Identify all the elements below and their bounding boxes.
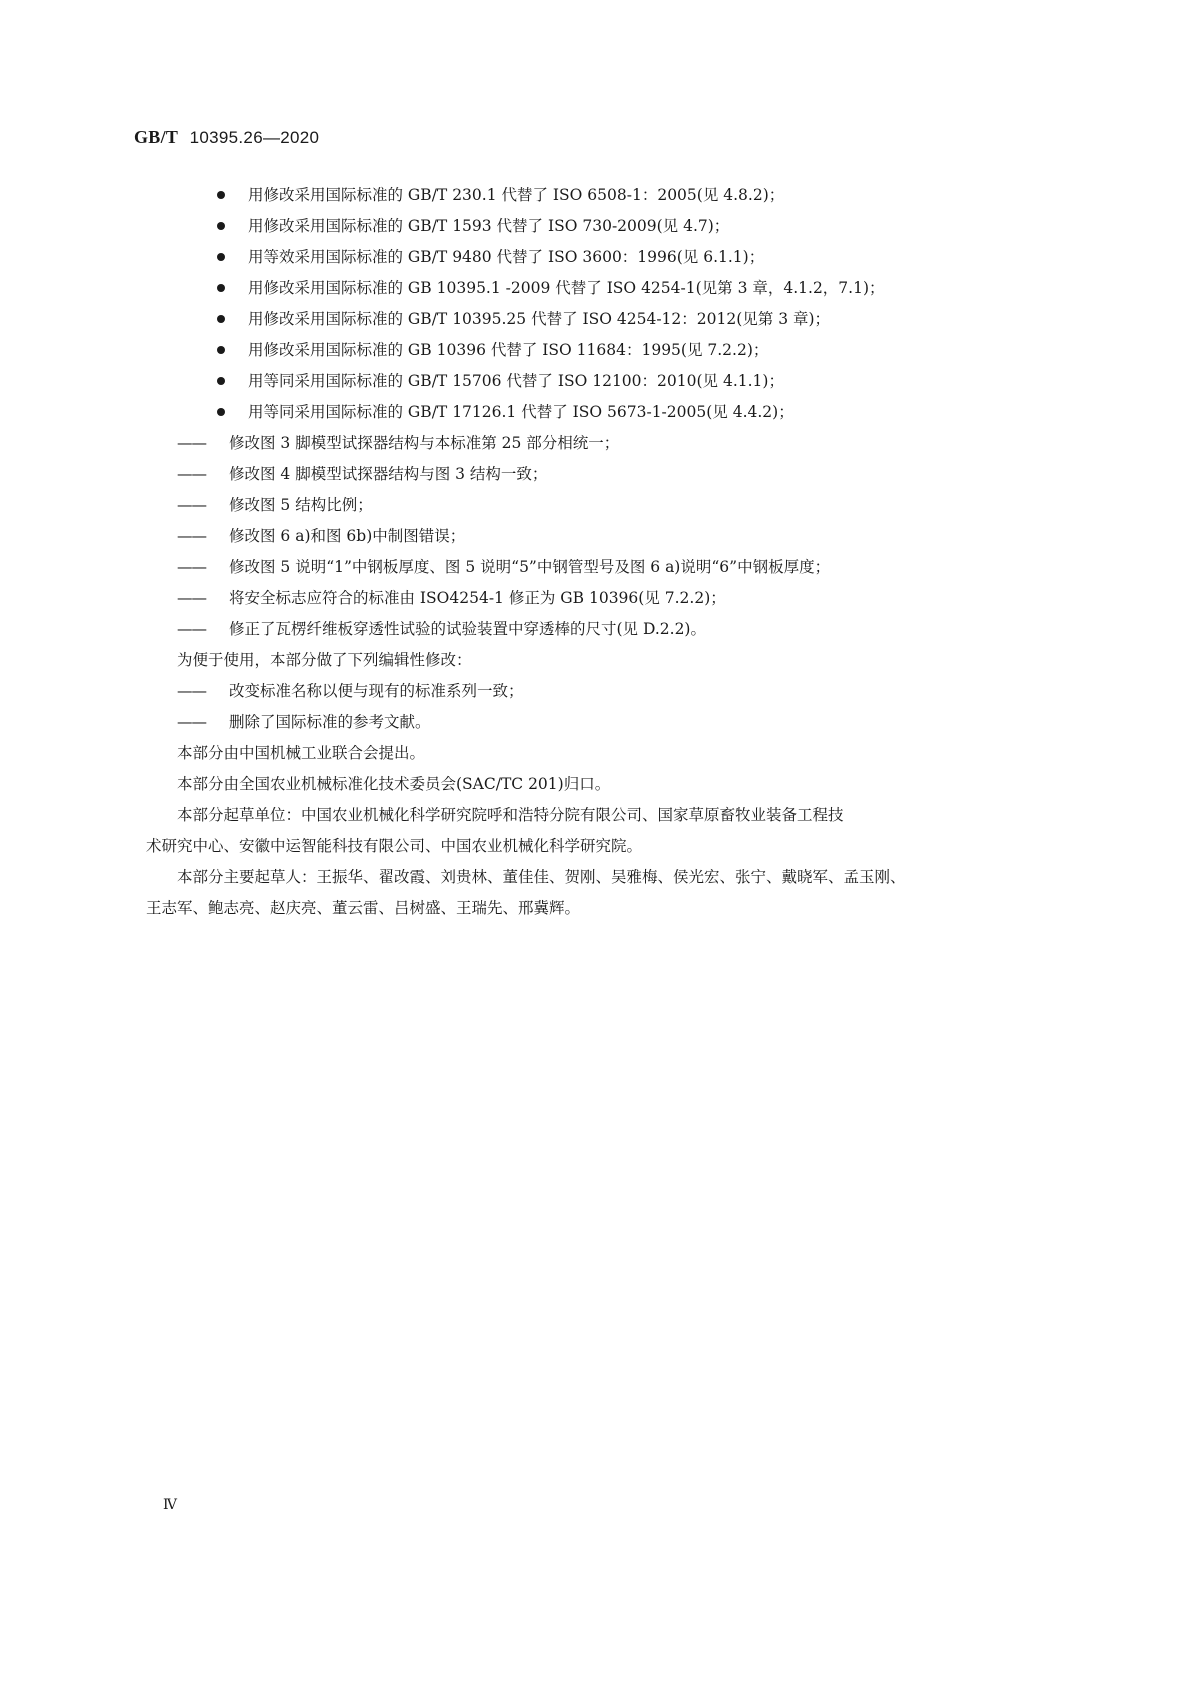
editorial-intro: 为便于使用，本部分做了下列编辑性修改： xyxy=(177,651,472,669)
dash-marker: —— xyxy=(177,620,206,638)
dash-marker: —— xyxy=(177,713,206,731)
list-item: —— 改变标准名称以便与现有的标准系列一致； xyxy=(177,676,1077,707)
drafters-line-1: 本部分主要起草人：王振华、翟改霞、刘贵林、董佳佳、贺刚、吴雅梅、侯光宏、张宁、戴晓军、孟玉刚、 xyxy=(177,868,906,886)
list-item: 用修改采用国际标准的 GB/T 10395.25 代替了 ISO 4254-12：2012(见第 3 章)； xyxy=(217,304,1077,335)
editorial-changes-list xyxy=(177,676,1077,738)
drafting-units-paragraph xyxy=(146,800,1067,862)
dash-marker: —— xyxy=(177,465,206,483)
bullet-icon xyxy=(217,253,225,261)
dash-marker: —— xyxy=(177,434,206,452)
proposed-by-paragraph: 本部分由中国机械工业联合会提出。 xyxy=(177,744,426,762)
dash-marker: —— xyxy=(177,558,206,576)
list-item: 用修改采用国际标准的 GB/T 230.1 代替了 ISO 6508-1：2005(见 4.8.2)； xyxy=(217,180,1077,211)
bullet-icon xyxy=(217,408,225,416)
standard-code-header xyxy=(134,127,319,148)
dash-marker: —— xyxy=(177,527,206,545)
bullet-icon xyxy=(217,377,225,385)
bullet-icon xyxy=(217,284,225,292)
list-item: —— 修改图 6 a)和图 6b)中制图错误； xyxy=(177,521,1077,552)
list-item: 用修改采用国际标准的 GB 10396 代替了 ISO 11684：1995(见 7.2.2)； xyxy=(217,335,1077,366)
list-item: 用修改采用国际标准的 GB/T 1593 代替了 ISO 730-2009(见 4.7)； xyxy=(217,211,1077,242)
drafting-units-line-1: 本部分起草单位：中国农业机械化科学研究院呼和浩特分院有限公司、国家草原畜牧业装备工程技 xyxy=(177,806,844,824)
list-item: —— 将安全标志应符合的标准由 ISO4254-1 修正为 GB 10396(见 7.2.2)； xyxy=(177,583,1077,614)
standard-code-number: 10395.26—2020 xyxy=(189,128,320,147)
list-item: 用修改采用国际标准的 GB 10395.1 -2009 代替了 ISO 4254-1(见第 3 章，4.1.2，7.1)； xyxy=(217,273,1077,304)
list-item: —— 修改图 5 结构比例； xyxy=(177,490,1077,521)
dash-marker: —— xyxy=(177,496,206,514)
replaced-standards-list xyxy=(177,180,1077,428)
drafters-paragraph xyxy=(146,862,1067,924)
page-number: Ⅳ xyxy=(163,1498,177,1513)
bullet-icon xyxy=(217,191,225,199)
technical-changes-list xyxy=(177,428,1077,645)
list-item: 用等同采用国际标准的 GB/T 17126.1 代替了 ISO 5673-1-2005(见 4.4.2)； xyxy=(217,397,1077,428)
standard-code-prefix: GB/T xyxy=(134,127,179,147)
list-item: —— 修改图 4 脚模型试探器结构与图 3 结构一致； xyxy=(177,459,1077,490)
list-item: 用等同采用国际标准的 GB/T 15706 代替了 ISO 12100：2010(见 4.1.1)； xyxy=(217,366,1077,397)
drafters-line-2: 王志军、鲍志亮、赵庆亮、董云雷、吕树盛、王瑞先、邢冀辉。 xyxy=(146,899,581,917)
foreword-body xyxy=(146,180,1077,924)
bullet-icon xyxy=(217,346,225,354)
bullet-icon xyxy=(217,315,225,323)
list-item: —— 删除了国际标准的参考文献。 xyxy=(177,707,1077,738)
list-item: —— 修正了瓦楞纤维板穿透性试验的试验装置中穿透棒的尺寸(见 D.2.2)。 xyxy=(177,614,1077,645)
dash-marker: —— xyxy=(177,682,206,700)
bullet-icon xyxy=(217,222,225,230)
list-item: —— 修改图 3 脚模型试探器结构与本标准第 25 部分相统一； xyxy=(177,428,1077,459)
list-item: —— 修改图 5 说明“1”中钢板厚度、图 5 说明“5”中钢管型号及图 6 a)说明“6”中钢板厚度； xyxy=(177,552,1077,583)
list-item: 用等效采用国际标准的 GB/T 9480 代替了 ISO 3600：1996(见 6.1.1)； xyxy=(217,242,1077,273)
centralized-by-paragraph: 本部分由全国农业机械标准化技术委员会(SAC/TC 201)归口。 xyxy=(177,775,611,793)
drafting-units-line-2: 术研究中心、安徽中运智能科技有限公司、中国农业机械化科学研究院。 xyxy=(146,837,643,855)
dash-marker: —— xyxy=(177,589,206,607)
